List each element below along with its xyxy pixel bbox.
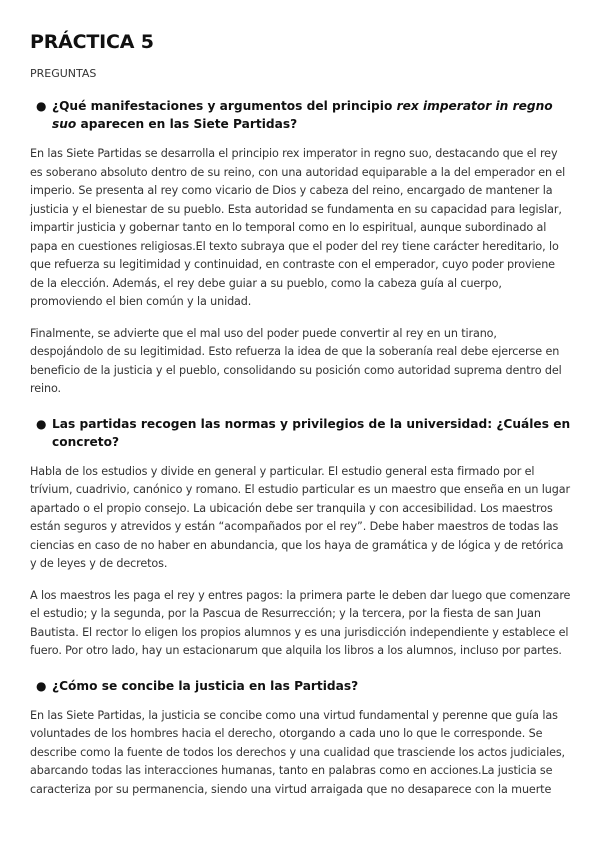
question-1-text-pre: ¿Qué manifestaciones y argumentos del principio bbox=[52, 99, 397, 113]
question-3 bbox=[30, 677, 572, 695]
answer-1-paragraph-1: En las Siete Partidas se desarrolla el principio rex imperator in regno suo, destacando que el rey es soberano absoluto dentro de su reino, con una autoridad equiparable a la del emperador en el imperio. Se presenta al rey como vicario de Dios y cabeza del reino, encargado de mantener la justicia y el bienestar de su pueblo. Esta autoridad se fundamenta en su capacidad para legislar, impartir justicia y gobernar tanto en lo temporal como en lo espiritual, aunque subordinado al papa en cuestiones religiosas.El texto subraya que el poder del rey tiene carácter hereditario, lo que refuerza su legitimidad y continuidad, en contraste con el emperador, cuyo poder proviene de la elección. Además, el rey debe guiar a su pueblo, como la cabeza guía al cuerpo, promoviendo el bien común y la unidad. bbox=[30, 147, 566, 308]
bullet-icon: ● bbox=[36, 99, 47, 113]
answer-2-paragraph-2: A los maestros les paga el rey y entres pagos: la primera parte le deben dar luego que comenzare el estudio; y la segunda, por la Pascua de Resurrección; y la tercera, por la fiesta de san Juan Bautista. El rector lo eligen los propios alumnos y es una jurisdicción independiente y establece el fuero. Por otro lado, hay un estacionarum que alquila los libros a los alumnos, incluso por partes. bbox=[30, 588, 571, 657]
answer-1-paragraph-2: Finalmente, se advierte que el mal uso del poder puede convertir al rey en un tirano, despojándolo de su legitimidad. Esto refuerza la idea de que la soberanía real debe ejercerse en beneficio de la justicia y el pueblo, consolidando su posición como autoridad suprema dentro del reino. bbox=[30, 326, 562, 395]
answer-2-paragraph-1: Habla de los estudios y divide en general y particular. El estudio general esta firmado por el trívium, cuadrivio, canónico y romano. El estudio particular es un maestro que enseña en un lugar apartado o el propio consejo. La ubicación debe ser tranquila y con accesibilidad. Los maestros están seguros y atrevidos y están “acompañados por el rey”. Debe haber maestros de todas las ciencias en caso de no haber en abundancia, que los haya de gramática y de lógica y de retórica y de leyes y de decretos. bbox=[30, 464, 570, 570]
question-3-text: ¿Cómo se concibe la justicia en las Partidas? bbox=[52, 678, 359, 693]
question-1-text-italic: rex imperator in regno suo bbox=[52, 99, 553, 131]
page-title: PRÁCTICA 5 bbox=[30, 31, 154, 53]
question-1 bbox=[30, 97, 572, 133]
bullet-icon: ● bbox=[36, 678, 47, 693]
question-2 bbox=[30, 415, 572, 451]
question-1-text-post: aparecen en las Siete Partidas? bbox=[76, 117, 298, 131]
answer-3-paragraph-1: En las Siete Partidas, la justicia se concibe como una virtud fundamental y perenne que guía las voluntades de los hombres hacia el derecho, otorgando a cada uno lo que le corresponde. Se describe como la fuente de todos los derechos y una cualidad que trasciende los actos judiciales, abarcando todas las interacciones humanas, tanto en palabras como en acciones.La justicia se caracteriza por su permanencia, siendo una virtud arraigada que no desaparece con la muerte bbox=[30, 708, 565, 796]
question-2-text: Las partidas recogen las normas y privilegios de la universidad: ¿Cuáles en concreto? bbox=[52, 416, 571, 449]
bullet-icon: ● bbox=[36, 416, 47, 431]
section-label: PREGUNTAS bbox=[30, 67, 97, 80]
